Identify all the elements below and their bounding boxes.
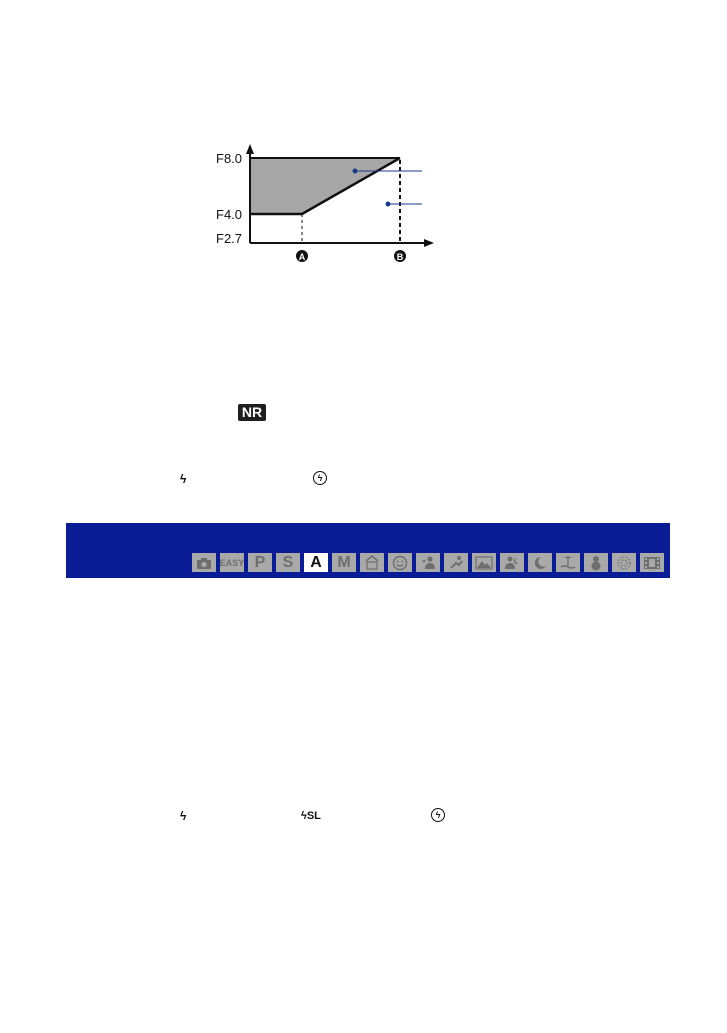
beach-icon: [556, 553, 580, 572]
tick-label-f8: F8.0: [216, 151, 243, 166]
twilight-portrait-icon: [500, 553, 524, 572]
shutter-priority-icon: S: [276, 553, 300, 572]
y-axis-arrow: [246, 144, 254, 154]
slow-sync-icon: ϟSL: [301, 810, 321, 822]
program-icon: P: [248, 553, 272, 572]
noise-reduction-icon: NR: [238, 404, 266, 421]
flash-auto-icon: ϟ: [180, 472, 187, 486]
twilight-icon: [528, 553, 552, 572]
landscape-icon: [472, 553, 496, 572]
aperture-range-diagram: [200, 130, 460, 270]
soft-snap-icon: [416, 553, 440, 572]
easy-icon: EASY: [220, 553, 244, 572]
aperture-shaded-region: [250, 158, 400, 214]
flash-off-icon: ϟ: [313, 471, 327, 485]
callout-lower-dot: [386, 202, 391, 207]
manual-icon: M: [332, 553, 356, 572]
snow-icon: [584, 553, 608, 572]
marker-b-label: B: [396, 252, 404, 262]
advanced-sports-icon: [444, 553, 468, 572]
x-axis-arrow: [424, 239, 434, 247]
high-sensitivity-icon: [360, 553, 384, 572]
fireworks-icon: [612, 553, 636, 572]
flash-auto-icon: ϟ: [180, 809, 187, 823]
aperture-priority-icon: A: [304, 553, 328, 572]
mode-icon-strip: [192, 553, 664, 572]
movie-icon: [640, 553, 664, 572]
mode-bar: [66, 523, 670, 578]
smile-icon: [388, 553, 412, 572]
auto-camera-icon: [192, 553, 216, 572]
tick-label-f27: F2.7: [216, 231, 243, 246]
marker-a-label: A: [298, 252, 306, 262]
callout-upper-dot: [353, 169, 358, 174]
slow-sync-label: SL: [306, 810, 321, 822]
tick-label-f4: F4.0: [216, 207, 243, 222]
flash-off-icon: ϟ: [431, 808, 445, 822]
